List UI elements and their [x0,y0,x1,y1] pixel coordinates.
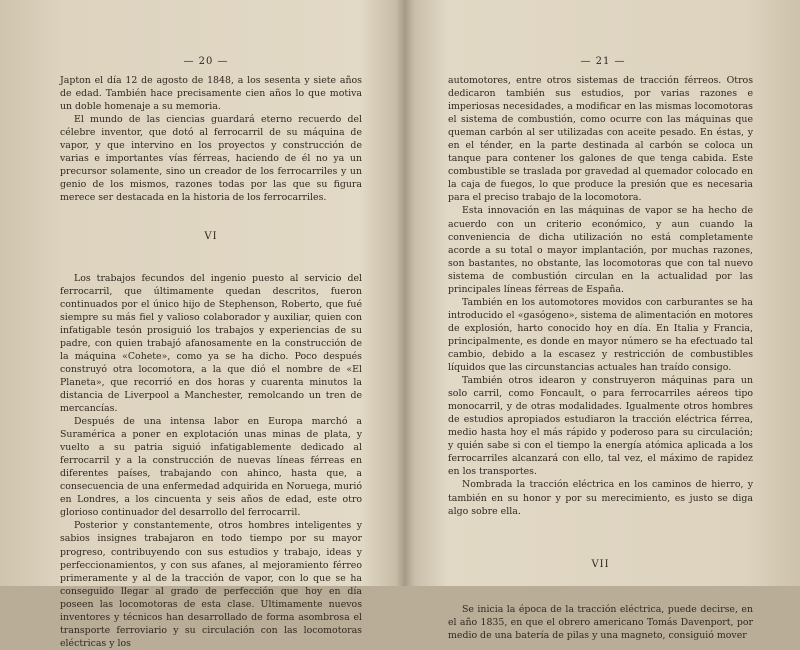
paragraph: automotores, entre otros sistemas de tracción férreos. Otros dedicaron también sus estudios, por varias razones e imperiosas necesidades, a modificar en las mismas locomotoras el sistema de combustión, como ocurre con las máquinas que queman carbón al ser utilizadas con aceite pesado. En éstas, y en el ténder, en la parte destinada al carbón se coloca un tanque para contener los galones de que tenga cabida. Este combustible se traslada por gravedad al quemador colocado en la caja de fuegos, lo que produce la presión que es necesaria para el preciso trabajo de la locomotora. [448,75,753,204]
section-heading: VI [204,231,218,243]
paragraph: Se inicia la época de la tracción eléctrica, puede decirse, en el año 1835, en que el obrero americano Tomás Davenport, por medio de una batería de pilas y una magneto, consiguió mover [448,603,753,641]
page-number: — 20 — [183,56,229,67]
right-page [418,0,788,641]
paragraph: Japton el día 12 de agosto de 1848, a los sesenta y siete años de edad. También hace precisamente cien años lo que motiva un doble homenaje a su memoria. [60,75,362,113]
paragraph: Los trabajos fecundos del ingenio puesto al servicio del ferrocarril, que últimamente quedan descritos, fueron continuados por el único hijo de Stephenson, Roberto, que fué siempre su más fiel y valioso colaborador y auxiliar, quien con infatigable tesón prosiguió los trabajos y experiencias de su padre, con quien trabajó afanosamente en la construcción de la máquina «Cohete», como ya se ha dicho. Poco después construyó otra locomotora, a la que dió el nombre de «El Planeta», que recorrió en dos horas y cuarenta minutos la distancia de Liverpool a Manchester, remolcando un tren de mercancías. [60,272,362,414]
page-number: — 21 — [580,56,626,67]
paragraph: Después de una intensa labor en Europa marchó a Suramérica a poner en explotación unas minas de plata, y vuelto a su patria siguió infatigablemente dedicado al ferrocarril y a la construcción de nuevas líneas férreas en diferentes países, trabajando con ahinco, hasta que, a consecuencia de una enfermedad adquirida en Noruega, murió en Londres, a los cincuenta y seis años de edad, este otro glorioso continuador del desarrollo del ferrocarril. [60,416,362,519]
paragraph: También otros idearon y construyeron máquinas para un solo carril, como Foncault, o para ferrocarriles aéreos tipo monocarril, y de otras modalidades. Igualmente otros hombres de estudios apropiados estudiaron la tracción eléctrica férrea, medio hasta hoy el más rápido y poderoso para su circulación; y quién sabe si con el tiempo la energía atómica aplicada a los ferrocarriles alcanzará con ello, tal vez, el máximo de rapidez en los transportes. [448,375,753,478]
page-body [448,74,753,642]
paragraph: El mundo de las ciencias guardará eterno recuerdo del célebre inventor, que dotó al ferrocarril de su máquina de vapor, y que intervino en los proyectos y construcción de varias e importantes vías férreas, haciendo de él no ya un precursor solamente, sino un creador de los ferrocarriles y un genio de los mismos, razones todas por las que su figura merece ser destacada en la historia de los ferrocarriles. [60,114,362,204]
paragraph: Nombrada la tracción eléctrica en los caminos de hierro, y también en su honor y por su merecimiento, es justo se diga algo sobre ella. [448,479,753,517]
paragraph: Posterior y constantemente, otros hombres inteligentes y sabios insignes trabajaron en todo tiempo por su mayor progreso, contribuyendo con sus estudios y trabajo, ideas y perfeccionamientos, y con sus afanes, al mejoramiento férreo primeramente y al de la tracción de vapor, con lo que se ha conseguido llegar al grado de perfección que hoy en día poseen las locomotoras de esta clase. Ultimamente nuevos inventores y técnicos han desarrollado de forma asombrosa el transporte ferroviario y su circulación con las locomotoras eléctricas y los [60,520,362,649]
left-page [20,0,392,649]
paragraph: Esta innovación en las máquinas de vapor se ha hecho de acuerdo con un criterio económico, y aun cuando la conveniencia de dicha utilización no está completamente acorde a su total o mayor implantación, por muchas razones, son bastantes, no obstante, las locomotoras que con tal nuevo sistema de combustión circulan en la actualidad por las principales líneas férreas de España. [448,205,753,295]
paragraph: También en los automotores movidos con carburantes se ha introducido el «gasógeno», sistema de alimentación en motores de explosión, harto conocido hoy en día. En Italia y Francia, principalmente, es donde en mayor número se ha efectuado tal cambio, debido a la escasez y restricción de combustibles líquidos que las circunstancias actuales han traído consigo. [448,296,753,374]
section-heading: VII [591,558,610,570]
page-body [60,74,362,650]
